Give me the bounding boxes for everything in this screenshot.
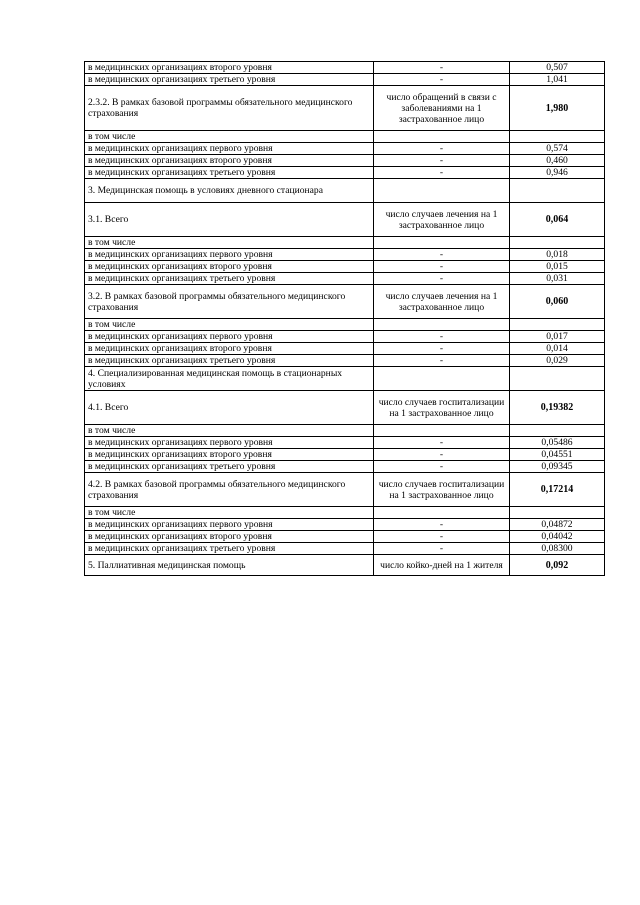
- norms-table-body: [85, 62, 605, 576]
- table-row: [85, 167, 605, 179]
- unit-cell: [374, 319, 510, 331]
- norm-value-cell: [510, 179, 605, 203]
- indicator-label-cell: в медицинских организациях третьего уровня: [85, 74, 374, 86]
- norm-value-cell: 0,17214: [510, 473, 605, 507]
- indicator-label-cell: в медицинских организациях второго уровня: [85, 155, 374, 167]
- indicator-label-cell: 3.2. В рамках базовой программы обязательного медицинского страхования: [85, 285, 374, 319]
- table-row: [85, 319, 605, 331]
- table-row: [85, 143, 605, 155]
- indicator-label-cell: в медицинских организациях первого уровня: [85, 249, 374, 261]
- indicator-label-cell: в медицинских организациях первого уровня: [85, 519, 374, 531]
- norm-value-cell: [510, 425, 605, 437]
- norm-value-cell: [510, 237, 605, 249]
- table-row: [85, 237, 605, 249]
- table-row: [85, 367, 605, 391]
- indicator-label-cell: в медицинских организациях третьего уровня: [85, 461, 374, 473]
- norm-value-cell: 0,064: [510, 203, 605, 237]
- indicator-label-cell: 5. Паллиативная медицинская помощь: [85, 555, 374, 576]
- unit-cell: [374, 131, 510, 143]
- table-row: [85, 155, 605, 167]
- norm-value-cell: 0,060: [510, 285, 605, 319]
- table-row: [85, 273, 605, 285]
- norm-value-cell: 0,031: [510, 273, 605, 285]
- table-row: [85, 86, 605, 131]
- unit-cell: число койко-дней на 1 жителя: [374, 555, 510, 576]
- unit-cell: -: [374, 155, 510, 167]
- norm-value-cell: 0,19382: [510, 391, 605, 425]
- indicator-label-cell: в том числе: [85, 237, 374, 249]
- norm-value-cell: 0,04042: [510, 531, 605, 543]
- unit-cell: число случаев лечения на 1 застрахованное лицо: [374, 285, 510, 319]
- unit-cell: число обращений в связи с заболеваниями на 1 застрахованное лицо: [374, 86, 510, 131]
- indicator-label-cell: в том числе: [85, 425, 374, 437]
- indicator-label-cell: в медицинских организациях второго уровня: [85, 449, 374, 461]
- indicator-label-cell: 4.2. В рамках базовой программы обязательного медицинского страхования: [85, 473, 374, 507]
- norm-value-cell: 0,04872: [510, 519, 605, 531]
- table-row: [85, 391, 605, 425]
- table-row: [85, 355, 605, 367]
- indicator-label-cell: в том числе: [85, 131, 374, 143]
- table-row: [85, 131, 605, 143]
- unit-cell: [374, 425, 510, 437]
- table-row: [85, 543, 605, 555]
- norm-value-cell: 0,015: [510, 261, 605, 273]
- unit-cell: -: [374, 249, 510, 261]
- unit-cell: -: [374, 355, 510, 367]
- unit-cell: -: [374, 273, 510, 285]
- table-row: [85, 437, 605, 449]
- indicator-label-cell: 4.1. Всего: [85, 391, 374, 425]
- indicator-label-cell: в медицинских организациях третьего уровня: [85, 543, 374, 555]
- indicator-label-cell: 2.3.2. В рамках базовой программы обязательного медицинского страхования: [85, 86, 374, 131]
- table-row: [85, 461, 605, 473]
- indicator-label-cell: в медицинских организациях третьего уровня: [85, 355, 374, 367]
- norm-value-cell: 0,029: [510, 355, 605, 367]
- table-row: [85, 555, 605, 576]
- table-row: [85, 331, 605, 343]
- norm-value-cell: 0,04551: [510, 449, 605, 461]
- indicator-label-cell: в медицинских организациях второго уровня: [85, 261, 374, 273]
- table-row: [85, 179, 605, 203]
- norm-value-cell: 0,092: [510, 555, 605, 576]
- indicator-label-cell: в том числе: [85, 507, 374, 519]
- indicator-label-cell: в медицинских организациях второго уровня: [85, 531, 374, 543]
- norm-value-cell: 0,05486: [510, 437, 605, 449]
- norm-value-cell: [510, 131, 605, 143]
- table-row: [85, 519, 605, 531]
- table-row: [85, 343, 605, 355]
- unit-cell: -: [374, 62, 510, 74]
- unit-cell: [374, 179, 510, 203]
- norm-value-cell: [510, 319, 605, 331]
- table-row: [85, 285, 605, 319]
- norm-value-cell: 0,017: [510, 331, 605, 343]
- unit-cell: -: [374, 343, 510, 355]
- table-row: [85, 203, 605, 237]
- indicator-label-cell: 3. Медицинская помощь в условиях дневного стационара: [85, 179, 374, 203]
- norm-value-cell: 0,460: [510, 155, 605, 167]
- table-row: [85, 531, 605, 543]
- norm-value-cell: 0,09345: [510, 461, 605, 473]
- indicator-label-cell: в медицинских организациях второго уровня: [85, 62, 374, 74]
- indicator-label-cell: в медицинских организациях первого уровня: [85, 437, 374, 449]
- table-row: [85, 449, 605, 461]
- table-row: [85, 249, 605, 261]
- unit-cell: -: [374, 461, 510, 473]
- table-row: [85, 74, 605, 86]
- unit-cell: -: [374, 331, 510, 343]
- table-row: [85, 473, 605, 507]
- norm-value-cell: [510, 367, 605, 391]
- unit-cell: -: [374, 519, 510, 531]
- table-row: [85, 425, 605, 437]
- unit-cell: -: [374, 437, 510, 449]
- unit-cell: число случаев госпитализации на 1 застрахованное лицо: [374, 473, 510, 507]
- indicator-label-cell: в медицинских организациях третьего уровня: [85, 273, 374, 285]
- unit-cell: [374, 367, 510, 391]
- unit-cell: [374, 507, 510, 519]
- unit-cell: -: [374, 449, 510, 461]
- norm-value-cell: 0,946: [510, 167, 605, 179]
- unit-cell: [374, 237, 510, 249]
- norm-value-cell: [510, 507, 605, 519]
- table-row: [85, 507, 605, 519]
- unit-cell: -: [374, 531, 510, 543]
- unit-cell: -: [374, 143, 510, 155]
- indicator-label-cell: в медицинских организациях первого уровня: [85, 331, 374, 343]
- indicator-label-cell: в медицинских организациях первого уровня: [85, 143, 374, 155]
- unit-cell: -: [374, 261, 510, 273]
- indicator-label-cell: 4. Специализированная медицинская помощь в стационарных условиях: [85, 367, 374, 391]
- norm-value-cell: 0,574: [510, 143, 605, 155]
- indicator-label-cell: в том числе: [85, 319, 374, 331]
- document-page: [84, 61, 604, 576]
- indicator-label-cell: в медицинских организациях третьего уровня: [85, 167, 374, 179]
- unit-cell: -: [374, 543, 510, 555]
- table-row: [85, 261, 605, 273]
- indicator-label-cell: в медицинских организациях второго уровня: [85, 343, 374, 355]
- table-row: [85, 62, 605, 74]
- norm-value-cell: 1,980: [510, 86, 605, 131]
- norm-value-cell: 0,08300: [510, 543, 605, 555]
- unit-cell: число случаев госпитализации на 1 застрахованное лицо: [374, 391, 510, 425]
- unit-cell: число случаев лечения на 1 застрахованное лицо: [374, 203, 510, 237]
- unit-cell: -: [374, 167, 510, 179]
- norm-value-cell: 0,018: [510, 249, 605, 261]
- norm-value-cell: 1,041: [510, 74, 605, 86]
- unit-cell: -: [374, 74, 510, 86]
- norm-value-cell: 0,014: [510, 343, 605, 355]
- indicator-label-cell: 3.1. Всего: [85, 203, 374, 237]
- norms-table: [84, 61, 605, 576]
- norm-value-cell: 0,507: [510, 62, 605, 74]
